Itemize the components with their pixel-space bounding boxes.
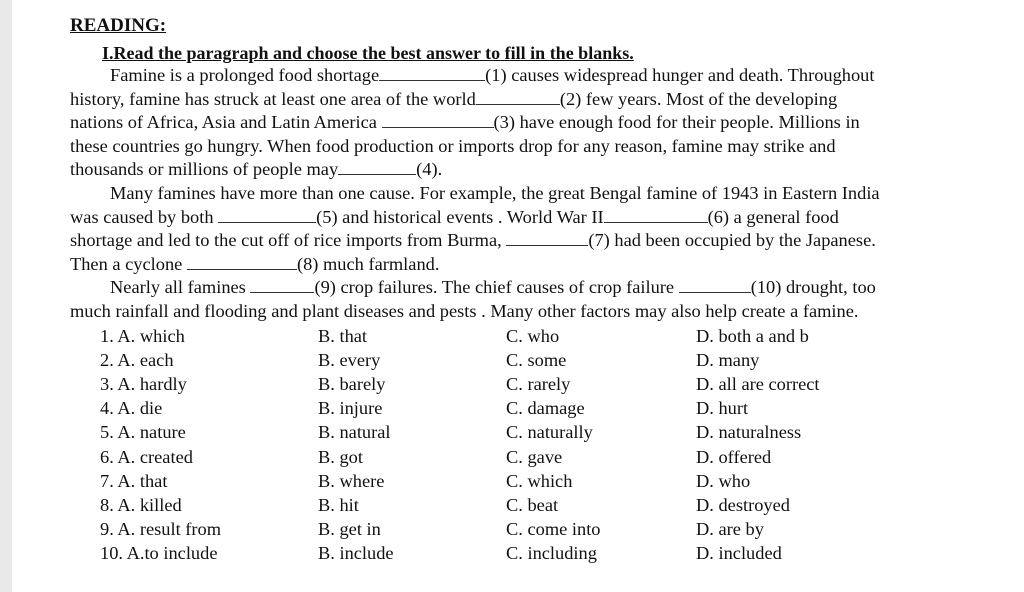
- option-b: B. where: [318, 470, 385, 491]
- text: (4).: [416, 159, 443, 180]
- text: (6) a general food: [707, 206, 839, 227]
- option-a: 1. A. which: [100, 325, 185, 346]
- paragraph-2-line-1: Many famines have more than one cause. For example, the great Bengal famine of 1943 in Eastern India: [110, 182, 880, 203]
- blank-7: [506, 230, 588, 246]
- section-title: READING:: [70, 15, 167, 36]
- blank-9: [250, 277, 314, 293]
- text: (2) few years. Most of the developing: [559, 88, 838, 109]
- option-row: [100, 517, 990, 541]
- paragraph-3: [70, 276, 990, 323]
- option-d: D. naturalness: [696, 422, 802, 443]
- blank-5: [218, 207, 316, 223]
- text: history, famine has struck at least one area of the world: [70, 88, 476, 109]
- option-b: B. hit: [318, 494, 359, 515]
- option-row: [100, 324, 990, 348]
- option-b: B. get in: [318, 519, 381, 540]
- blank-8: [187, 254, 297, 270]
- option-row: [100, 469, 990, 493]
- option-a: 6. A. created: [100, 446, 193, 467]
- text: shortage and led to the cut off of rice imports from Burma,: [70, 230, 502, 251]
- blank-10: [679, 277, 751, 293]
- option-c: C. including: [506, 543, 597, 564]
- text: nations of Africa, Asia and Latin America: [70, 112, 377, 133]
- option-b: B. got: [318, 446, 363, 467]
- option-c: C. who: [506, 325, 560, 346]
- text: Then a cyclone: [70, 253, 183, 274]
- option-a: 5. A. nature: [100, 422, 186, 443]
- option-b: B. that: [318, 325, 368, 346]
- option-d: D. all are correct: [696, 373, 820, 394]
- option-b: B. include: [318, 543, 394, 564]
- text: Nearly all famines: [110, 277, 246, 298]
- option-d: D. offered: [696, 446, 772, 467]
- paragraph-1-line-3: [70, 111, 990, 135]
- option-b: B. every: [318, 349, 381, 370]
- page-edge: [0, 0, 12, 592]
- paragraph-2-line-4: [70, 253, 990, 277]
- option-row: [100, 445, 990, 469]
- text: thousands or millions of people may: [70, 159, 339, 180]
- option-row: [100, 541, 990, 565]
- paragraph-1-line-2: [70, 88, 990, 112]
- text: (8) much farmland.: [296, 253, 440, 274]
- option-c: C. rarely: [506, 373, 571, 394]
- option-a: 7. A. that: [100, 470, 168, 491]
- text: (9) crop failures. The chief causes of crop failure: [314, 277, 675, 298]
- paragraph-1: [70, 64, 990, 182]
- text: was caused by both: [70, 206, 214, 227]
- text: Famine is a prolonged food shortage: [110, 65, 380, 85]
- option-d: D. included: [696, 543, 782, 564]
- option-a: 2. A. each: [100, 349, 174, 370]
- blank-1: [379, 65, 485, 81]
- paragraph-2-line-2: [70, 206, 990, 230]
- option-a: 8. A. killed: [100, 494, 182, 515]
- option-a: 4. A. die: [100, 398, 163, 419]
- paragraph-2: [70, 182, 990, 276]
- option-b: B. barely: [318, 373, 386, 394]
- answer-options: [100, 324, 990, 566]
- paragraph-2-line-3: [70, 229, 990, 253]
- option-row: [100, 348, 990, 372]
- text: (10) drought, too: [750, 277, 876, 298]
- option-row: [100, 396, 990, 420]
- text: (3) have enough food for their people. Millions in: [493, 112, 860, 133]
- option-a: 10. A.to include: [100, 543, 218, 564]
- instruction-heading: I.Read the paragraph and choose the best answer to fill in the blanks.: [102, 43, 634, 63]
- option-d: D. destroyed: [696, 494, 790, 515]
- worksheet-page: [70, 14, 990, 566]
- text: (1) causes widespread hunger and death. Throughout: [485, 65, 875, 85]
- option-b: B. natural: [318, 422, 391, 443]
- text: (7) had been occupied by the Japanese.: [588, 230, 876, 251]
- text: (5) and historical events . World War II: [316, 206, 604, 227]
- option-a: 3. A. hardly: [100, 373, 187, 394]
- option-c: C. naturally: [506, 422, 593, 443]
- option-d: D. who: [696, 470, 751, 491]
- blank-3: [382, 112, 494, 128]
- option-b: B. injure: [318, 398, 383, 419]
- option-c: C. which: [506, 470, 573, 491]
- option-d: D. hurt: [696, 398, 749, 419]
- option-c: C. gave: [506, 446, 563, 467]
- paragraph-1-line-1: [70, 64, 990, 88]
- option-c: C. beat: [506, 494, 559, 515]
- paragraph-1-line-4: these countries go hungry. When food production or imports drop for any reason, famine may strike and: [70, 135, 836, 156]
- option-d: D. many: [696, 349, 760, 370]
- blank-4: [338, 159, 416, 175]
- option-c: C. come into: [506, 519, 601, 540]
- paragraph-3-line-1: [70, 276, 990, 300]
- paragraph-1-line-5: [70, 158, 990, 182]
- paragraph-3-line-2: much rainfall and flooding and plant diseases and pests . Many other factors may also help create a famine.: [70, 300, 859, 321]
- option-a: 9. A. result from: [100, 519, 222, 540]
- option-d: D. both a and b: [696, 325, 809, 346]
- option-c: C. damage: [506, 398, 585, 419]
- option-c: C. some: [506, 349, 567, 370]
- blank-6: [604, 207, 708, 223]
- option-row: [100, 420, 990, 444]
- option-d: D. are by: [696, 519, 764, 540]
- option-row: [100, 372, 990, 396]
- option-row: [100, 493, 990, 517]
- blank-2: [476, 89, 560, 105]
